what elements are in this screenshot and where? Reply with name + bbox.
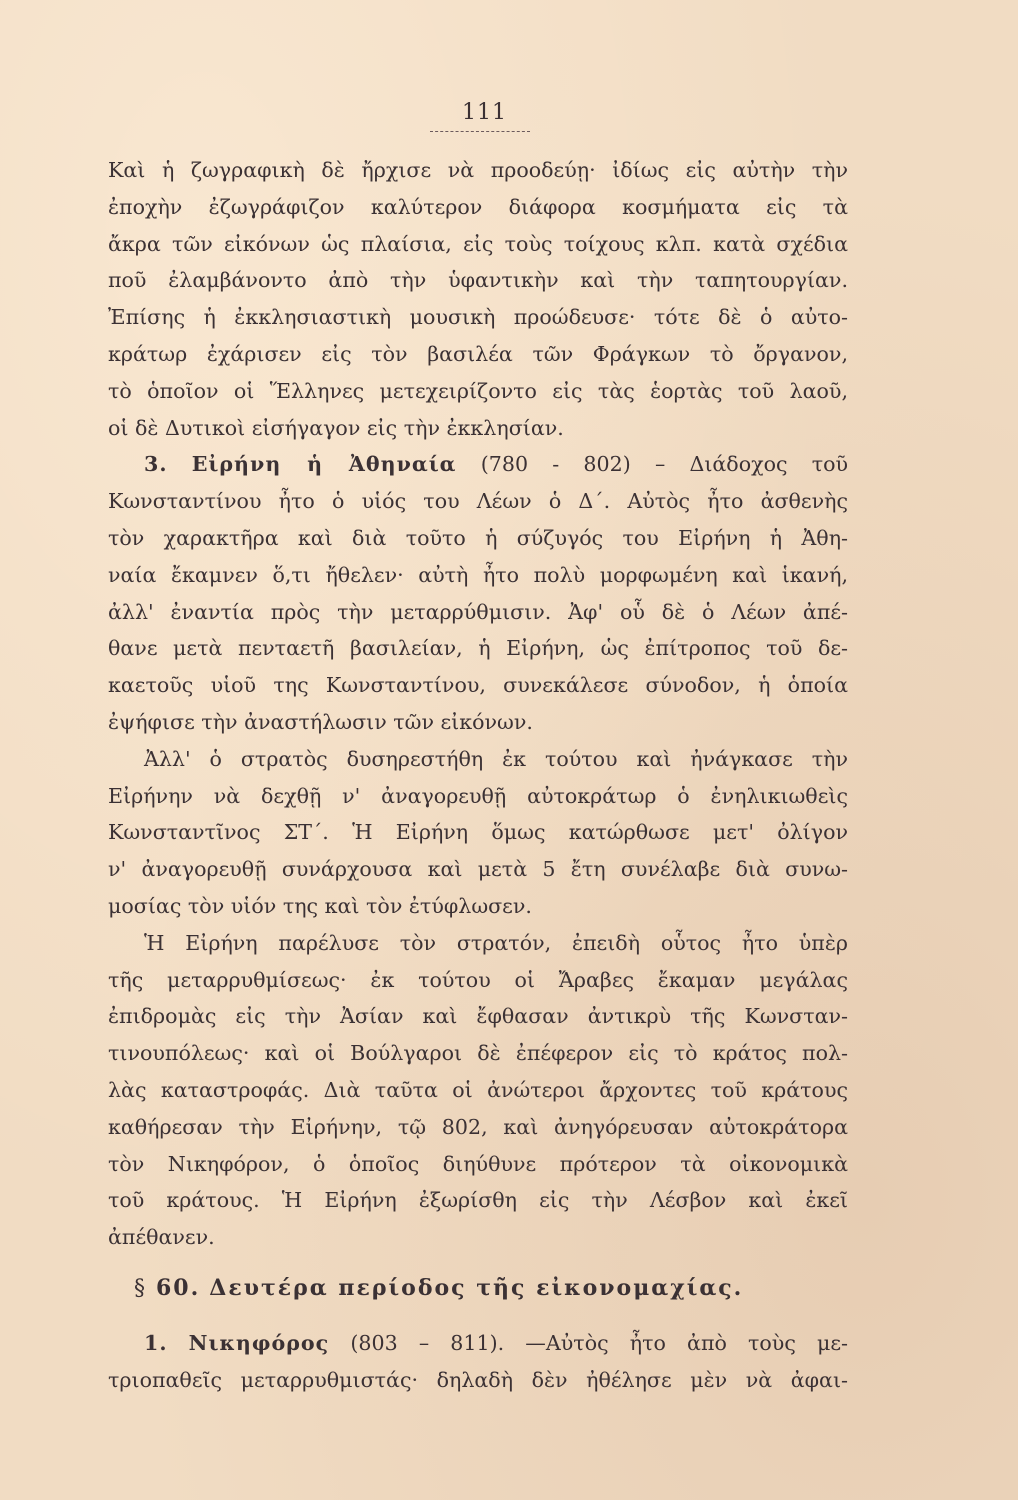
section-title: Δευτέρα περίοδος τῆς εἰκονομαχίας. — [209, 1274, 744, 1301]
text-line: ποῦ ἐλαμβάνοντο ἀπὸ τὴν ὑφαντικὴν καὶ τὴν ταπητουργίαν. — [108, 268, 848, 293]
text-line: μοσίας τὸν υἱόν της καὶ τὸν ἐτύφλωσεν. — [108, 893, 532, 918]
text-line: τινουπόλεως· καὶ οἱ Βούλγαροι δὲ ἐπέφερον εἰς τὸ κράτος πολ- — [108, 1041, 848, 1066]
text-line: τὸ ὁποῖον οἱ Ἕλληνες μετεχειρίζοντο εἰς τὰς ἑορτὰς τοῦ λαοῦ, — [108, 378, 848, 403]
text-line: οἱ δὲ Δυτικοὶ εἰσήγαγον εἰς τὴν ἐκκλησίαν. — [108, 415, 564, 440]
text-line: θανε μετὰ πενταετῆ βασιλείαν, ἡ Εἰρήνη, ὡς ἐπίτροπος τοῦ δε- — [108, 636, 848, 661]
section-heading — [108, 1270, 848, 1307]
text-line: Ἀλλ' ὁ στρατὸς δυσηρεστήθη ἐκ τούτου καὶ ἠνάγκασε τὴν — [144, 746, 848, 771]
text-line: τὸν Νικηφόρον, ὁ ὁποῖος διηύθυνε πρότερον τὰ οἰκονομικὰ — [108, 1151, 848, 1176]
text-line: Κωνσταντῖνος ΣΤ΄. Ἡ Εἰρήνη ὅμως κατώρθωσε μετ' ὀλίγον — [108, 820, 848, 845]
nikephoros-heading-name: Νικηφόρος — [188, 1330, 330, 1355]
text-line: κράτωρ ἐχάρισεν εἰς τὸν βασιλέα τῶν Φράγκων τὸ ὄργανον, — [108, 341, 848, 366]
page-number: 111 — [462, 100, 507, 125]
text-line: Ἐπίσης ἡ ἐκκλησιαστικὴ μουσικὴ προώδευσε· τότε δὲ ὁ αὐτο- — [108, 305, 848, 330]
nikephoros-heading-number: 1. — [144, 1330, 168, 1355]
text-line: καετοῦς υἱοῦ της Κωνσταντίνου, συνεκάλεσε σύνοδον, ἡ ὁποία — [108, 673, 848, 698]
text-line: ἀπέθανεν. — [108, 1225, 215, 1250]
text-line: τοῦ κράτους. Ἡ Εἰρήνη ἐξωρίσθη εἰς τὴν Λέσβον καὶ ἐκεῖ — [108, 1188, 848, 1213]
text-line: Καὶ ἡ ζωγραφικὴ δὲ ἤρχισε νὰ προοδεύῃ· ἰδίως εἰς αὐτὴν τὴν — [108, 158, 848, 182]
text-line: ἐπιδρομὰς εἰς τὴν Ἀσίαν καὶ ἔφθασαν ἀντικρὺ τῆς Κωνσταν- — [108, 1004, 848, 1029]
body-text — [108, 152, 848, 1398]
text-line: ἐψήφισε τὴν ἀναστήλωσιν τῶν εἰκόνων. — [108, 709, 533, 734]
irene-heading-line — [108, 446, 848, 483]
text-line: Ἡ Εἰρήνη παρέλυσε τὸν στρατόν, ἐπειδὴ οὗτος ἦτο ὑπὲρ — [144, 930, 848, 955]
page-number-rule — [430, 131, 530, 132]
irene-heading-number: 3. — [144, 452, 168, 477]
text-line: ν' ἀναγορευθῇ συνάρχουσα καὶ μετὰ 5 ἔτη συνέλαβε διὰ συνω- — [108, 857, 848, 882]
text-line: Κωνσταντίνου ἦτο ὁ υἱός του Λέων ὁ Δ΄. Αὐτὸς ἦτο ἀσθενὴς — [108, 489, 848, 514]
section-symbol: § — [134, 1275, 147, 1301]
text-line: ἄκρα τῶν εἰκόνων ὡς πλαίσια, εἰς τοὺς τοίχους κλπ. κατὰ σχέδια — [108, 231, 848, 256]
text-line: ναία ἔκαμνεν ὅ,τι ἤθελεν· αὐτὴ ἦτο πολὺ μορφωμένη καὶ ἱκανή, — [108, 562, 848, 587]
section-number: 60. — [156, 1274, 201, 1301]
irene-heading-rest: (780 - 802) – Διάδοχος τοῦ — [480, 452, 848, 477]
irene-heading-name: Εἰρήνη ἡ Ἀθηναία — [191, 452, 457, 477]
text-line: τῆς μεταρρυθμίσεως· ἐκ τούτου οἱ Ἄραβες ἔκαμαν μεγάλας — [108, 967, 848, 992]
text-line: τὸν χαρακτῆρα καὶ διὰ τοῦτο ἡ σύζυγός του Εἰρήνη ἡ Ἀθη- — [108, 525, 848, 550]
text-line: καθήρεσαν τὴν Εἰρήνην, τῷ 802, καὶ ἀνηγόρευσαν αὐτοκράτορα — [108, 1114, 848, 1139]
text-line: λὰς καταστροφάς. Διὰ ταῦτα οἱ ἀνώτεροι ἄρχοντες τοῦ κράτους — [108, 1077, 848, 1102]
text-line: ἐποχὴν ἐζωγράφιζον καλύτερον διάφορα κοσμήματα εἰς τὰ — [108, 194, 848, 219]
text-line: ἀλλ' ἐναντία πρὸς τὴν μεταρρύθμισιν. Ἀφ' οὗ δὲ ὁ Λέων ἀπέ- — [108, 599, 848, 624]
nikephoros-heading-rest: (803 – 811). —Αὐτὸς ἦτο ἀπὸ τοὺς με- — [350, 1330, 848, 1355]
nikephoros-heading-line — [108, 1325, 848, 1362]
text-line: Εἰρήνην νὰ δεχθῇ ν' ἀναγορευθῇ αὐτοκράτωρ ὁ ἐνηλικιωθεὶς — [108, 783, 848, 808]
text-line: τριοπαθεῖς μεταρρυθμιστάς· δηλαδὴ δὲν ἠθέλησε μὲν νὰ ἀφαι- — [108, 1367, 848, 1392]
